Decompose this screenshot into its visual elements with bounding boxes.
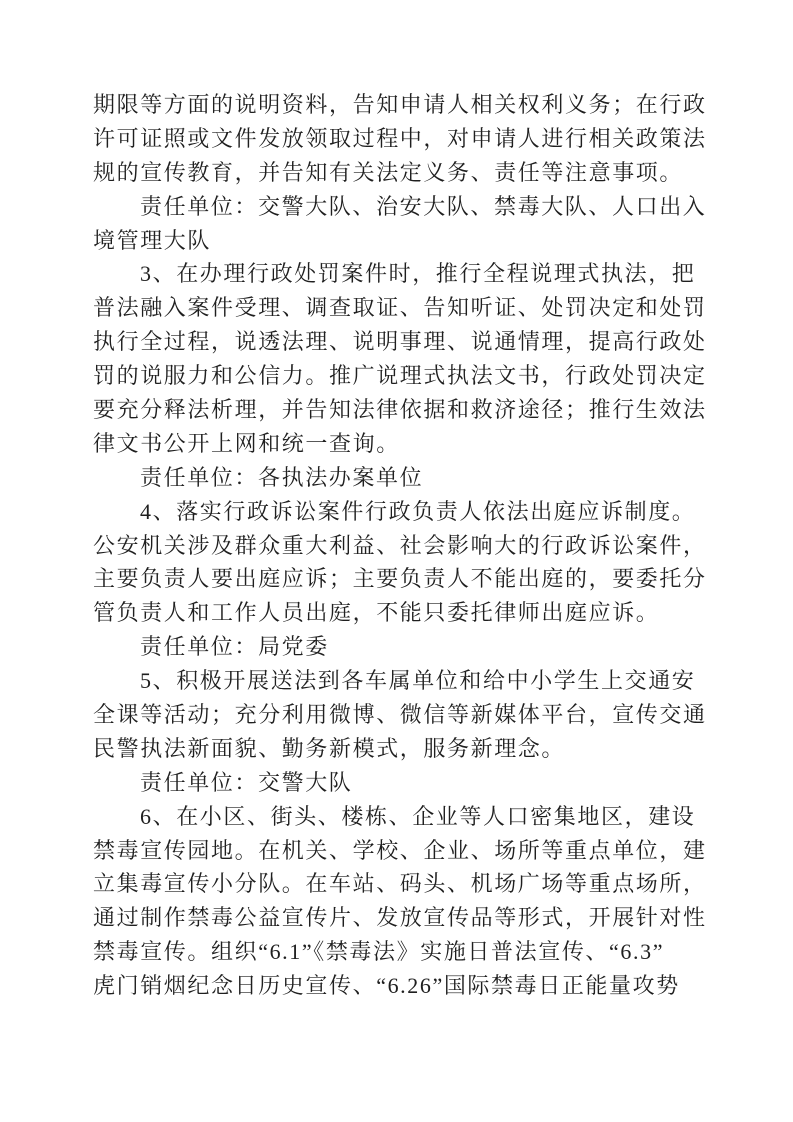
text-line: 罚的说服力和公信力。推广说理式执法文书，行政处罚决定	[93, 363, 707, 389]
text-line: 禁毒宣传。组织“6.1”《禁毒法》实施日普法宣传、“6.3”	[93, 939, 665, 965]
text-line: 执行全过程，说透法理、说明事理、说通情理，提高行政处	[93, 329, 707, 355]
text-line: 3、在办理行政处罚案件时，推行全程说理式执法，把	[140, 261, 696, 287]
text-line: 律文书公开上网和统一查询。	[93, 430, 400, 456]
text-line: 境管理大队	[93, 227, 212, 253]
text-line: 管负责人和工作人员出庭，不能只委托律师出庭应诉。	[93, 600, 660, 626]
paragraph	[93, 495, 709, 631]
paragraph	[93, 461, 709, 495]
text-line: 期限等方面的说明资料，告知申请人相关权利义务；在行政	[93, 92, 707, 117]
text-line: 全课等活动；充分利用微博、微信等新媒体平台，宣传交通	[93, 702, 707, 728]
paragraph	[93, 630, 709, 664]
text-line: 普法融入案件受理、调查取证、告知听证、处罚决定和处罚	[93, 295, 707, 321]
text-line: 规的宣传教育，并告知有关法定义务、责任等注意事项。	[93, 159, 684, 185]
text-line: 6、在小区、街头、楼栋、企业等人口密集地区，建设	[140, 803, 696, 829]
paragraph	[93, 766, 709, 800]
text-line: 主要负责人要出庭应诉；主要负责人不能出庭的，要委托分	[93, 566, 707, 592]
paragraph	[93, 190, 709, 258]
paragraph	[93, 257, 709, 460]
document-text-block	[93, 88, 709, 1003]
text-line: 责任单位：交警大队	[140, 769, 353, 795]
text-line: 公安机关涉及群众重大利益、社会影响大的行政诉讼案件，	[93, 532, 707, 558]
text-line: 通过制作禁毒公益宣传片、发放宣传品等形式，开展针对性	[93, 905, 707, 931]
text-line: 责任单位：交警大队、治安大队、禁毒大队、人口出入	[140, 193, 707, 219]
text-line: 禁毒宣传园地。在机关、学校、企业、场所等重点单位，建	[93, 837, 707, 863]
text-line: 责任单位：各执法办案单位	[140, 464, 424, 490]
text-line: 虎门销烟纪念日历史宣传、“6.26”国际禁毒日正能量攻势	[93, 973, 680, 999]
text-line: 责任单位：局党委	[140, 634, 329, 660]
paragraph	[93, 88, 709, 190]
text-line: 4、落实行政诉讼案件行政负责人依法出庭应诉制度。	[140, 498, 696, 524]
text-line: 立集毒宣传小分队。在车站、码头、机场广场等重点场所，	[93, 871, 707, 897]
paragraph	[93, 800, 709, 1003]
paragraph	[93, 664, 709, 766]
text-line: 5、积极开展送法到各车属单位和给中小学生上交通安	[140, 668, 696, 694]
text-line: 民警执法新面貌、勤务新模式，服务新理念。	[93, 735, 566, 761]
text-line: 许可证照或文件发放领取过程中，对申请人进行相关政策法	[93, 125, 707, 151]
text-line: 要充分释法析理，并告知法律依据和救济途径；推行生效法	[93, 397, 707, 423]
